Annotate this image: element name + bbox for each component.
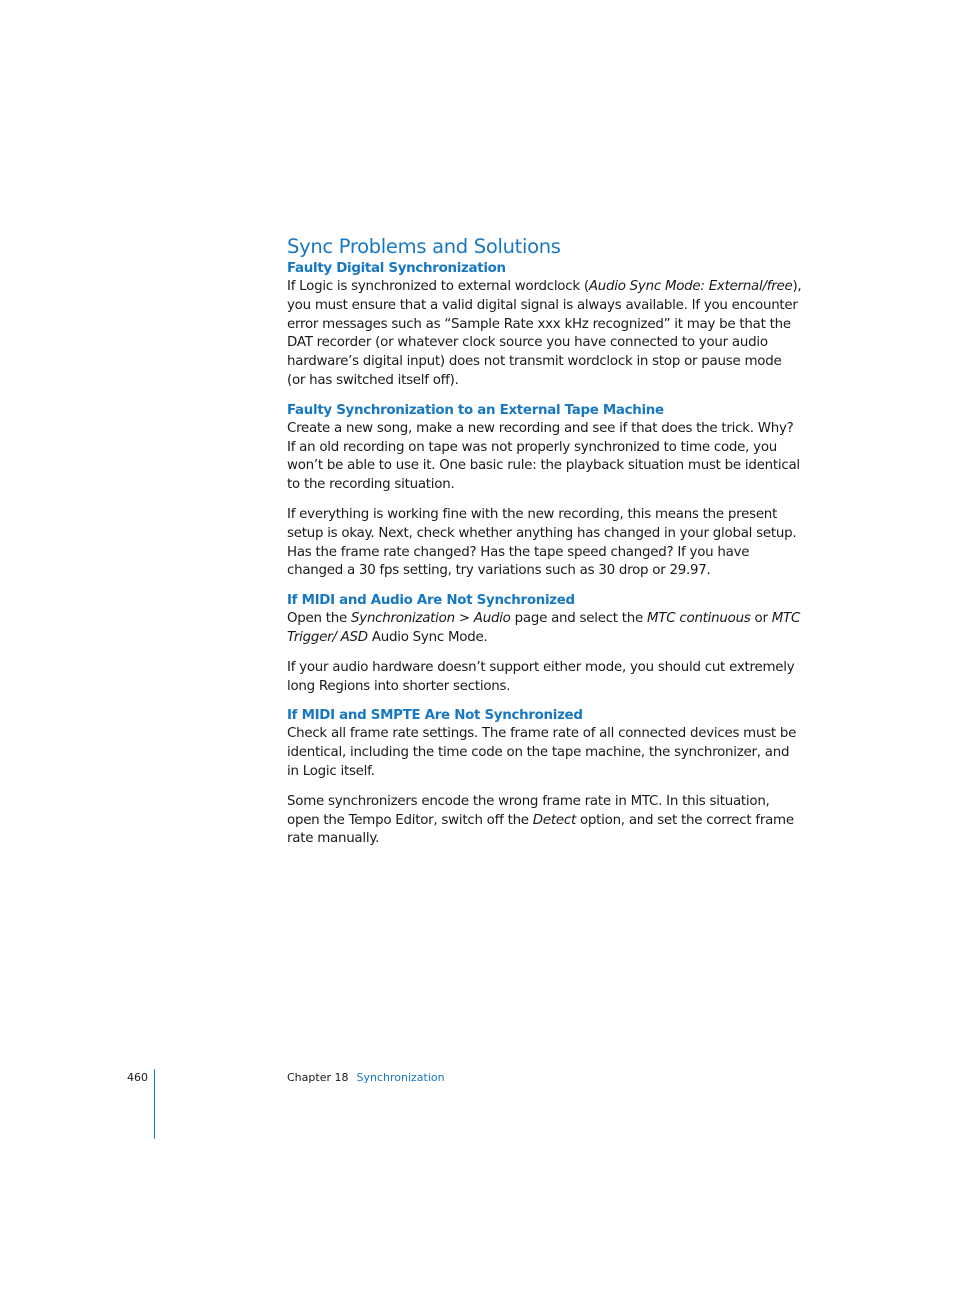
body-paragraph: If your audio hardware doesn’t support either mode, you should cut extremely long Regions into shorter sections. bbox=[287, 659, 795, 694]
section-heading: Faulty Synchronization to an External Tape Machine bbox=[287, 402, 664, 418]
section-midi-audio-sync bbox=[287, 592, 802, 696]
chapter-label: Chapter 18 bbox=[287, 1071, 349, 1084]
footer-divider bbox=[154, 1069, 155, 1139]
page-content bbox=[287, 234, 802, 849]
section-heading: Faulty Digital Synchronization bbox=[287, 261, 506, 276]
body-paragraph: If everything is working fine with the new recording, this means the present setup is okay. Next, check whether anything has changed in your global setup. Has the frame rate changed? Has the tape speed changed? If you have changed a 30 fps setting, try variations such as 30 drop or 29.97. bbox=[287, 506, 797, 579]
section-faulty-digital-sync bbox=[287, 260, 802, 391]
body-paragraph: Create a new song, make a new recording and see if that does the trick. Why? If an old recording on tape was not properly synchronized to time code, you won’t be able to use it. One basic rule: the playback situation must be identical to the recording situation. bbox=[287, 420, 800, 493]
chapter-footer bbox=[287, 1070, 445, 1086]
body-paragraph: Some synchronizers encode the wrong frame rate in MTC. In this situation, open the Tempo Editor, switch off the Detect option, and set the correct frame rate manually. bbox=[287, 793, 794, 847]
section-faulty-tape-sync bbox=[287, 402, 802, 581]
section-heading: If MIDI and Audio Are Not Synchronized bbox=[287, 593, 575, 609]
body-paragraph: Open the Synchronization > Audio page and select the MTC continuous or MTC Trigger/ ASD Audio Sync Mode. bbox=[287, 611, 801, 645]
body-paragraph: If Logic is synchronized to external wordclock (Audio Sync Mode: External/free), you must ensure that a valid digital signal is always available. If you encounter error messages such as “Sample Rate xxx kHz recognized” it may be that the DAT recorder (or whatever clock source you have connected to your audio hardware’s digital input) does not transmit wordclock in stop or pause mode (or has switched itself off). bbox=[287, 279, 802, 388]
body-paragraph: Check all frame rate settings. The frame rate of all connected devices must be identical, including the time code on the tape machine, the synchronizer, and in Logic itself. bbox=[287, 726, 797, 779]
page-title: Sync Problems and Solutions bbox=[287, 235, 561, 258]
section-heading: If MIDI and SMPTE Are Not Synchronized bbox=[287, 708, 583, 724]
page-number: 460 bbox=[127, 1071, 148, 1084]
section-midi-smpte-sync bbox=[287, 707, 802, 849]
chapter-title: Synchronization bbox=[356, 1071, 445, 1084]
